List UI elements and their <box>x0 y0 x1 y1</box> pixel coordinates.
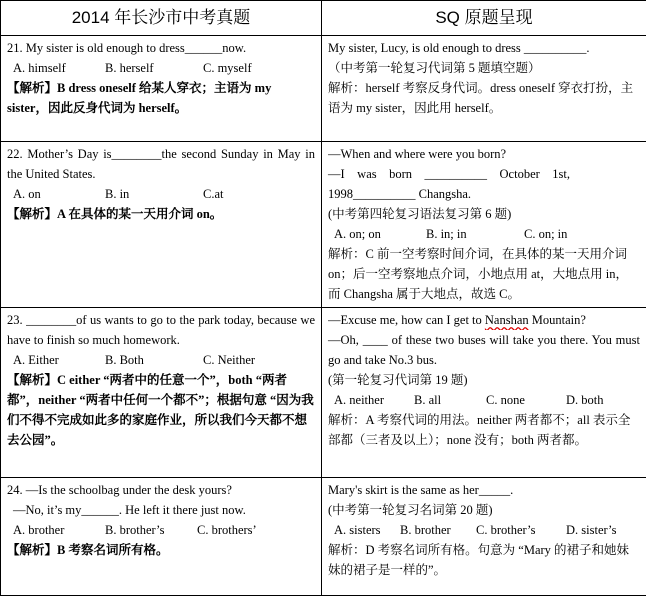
question-options <box>7 184 315 204</box>
sq-text: —Excuse me, how can I get to Nanshan Mountain? <box>328 310 640 330</box>
exam-question-cell <box>1 142 322 308</box>
header-row <box>1 1 646 36</box>
question-answer: 【解析】A 在具体的某一天用介词 on。 <box>7 204 315 224</box>
sq-source: (中考第一轮复习名词第 20 题) <box>328 500 640 520</box>
question-answer: 【解析】B dress oneself 给某人穿衣；主语为 my sister，因此反身代词为 herself。 <box>7 78 315 118</box>
sq-question-cell <box>322 478 646 596</box>
option: A. on <box>13 184 105 204</box>
option: D. both <box>566 390 604 410</box>
option: B. all <box>414 390 486 410</box>
sq-question-cell <box>322 308 646 478</box>
sq-text: —Oh, ____ of these two buses will take you there. You must go and take No.3 bus. <box>328 330 640 370</box>
option: B. brother <box>400 520 476 540</box>
sq-options <box>328 520 640 540</box>
option: A. himself <box>13 58 105 78</box>
question-answer: 【解析】C either “两者中的任意一个”，both “两者都”，neither “两者中任何一个都不”；根据句意 “因为我们不得不完成如此多的家庭作业，所以我们今天都不想去公园”。 <box>7 370 315 450</box>
option: C. on; in <box>524 224 567 244</box>
question-answer: 【解析】B 考察名词所有格。 <box>7 540 315 560</box>
sq-options <box>328 224 640 244</box>
option: B. in; in <box>426 224 524 244</box>
option: A. neither <box>334 390 414 410</box>
option: A. Either <box>13 350 105 370</box>
sq-answer: 解析：C 前一空考察时间介词，在具体的某一天用介词 on；后一空考察地点介词，小地点用 at，大地点用 in，而 Changsha 属于大地点，故选 C。 <box>328 244 640 304</box>
exam-question-cell <box>1 478 322 596</box>
table-row <box>1 308 646 478</box>
option: C. Neither <box>203 350 255 370</box>
question-text: 21. My sister is old enough to dress______now. <box>7 38 315 58</box>
sq-source: （中考第一轮复习代词第 5 题填空题） <box>328 58 640 78</box>
option: A. brother <box>13 520 105 540</box>
sq-question-cell <box>322 142 646 308</box>
header-right: SQ 原题呈现 <box>322 1 646 36</box>
option: A. on; on <box>334 224 426 244</box>
sq-answer: 解析：D 考察名词所有格。句意为 “Mary 的裙子和她妹妹的裙子是一样的”。 <box>328 540 640 580</box>
question-options <box>7 520 315 540</box>
sq-text: —I was born __________ October 1st, 1998__________ Changsha. <box>328 164 640 204</box>
question-text: —No, it’s my______. He left it there just now. <box>7 500 315 520</box>
exam-question-cell <box>1 36 322 142</box>
exam-question-cell <box>1 308 322 478</box>
option: A. sisters <box>334 520 400 540</box>
table-row <box>1 142 646 308</box>
sq-answer: 解析：A 考察代词的用法。neither 两者都不；all 表示全部都（三者及以上）；none 没有；both 两者都。 <box>328 410 640 450</box>
sq-answer: 解析：herself 考察反身代词。dress oneself 穿衣打扮，主语为 my sister，因此用 herself。 <box>328 78 640 118</box>
sq-source: (第一轮复习代词第 19 题) <box>328 370 640 390</box>
header-left: 2014 年长沙市中考真题 <box>1 1 322 36</box>
option: B. brother’s <box>105 520 197 540</box>
question-options <box>7 58 315 78</box>
option: B. Both <box>105 350 203 370</box>
option: C.at <box>203 184 223 204</box>
option: C. none <box>486 390 566 410</box>
question-text: 24. —Is the schoolbag under the desk yours? <box>7 480 315 500</box>
sq-options <box>328 390 640 410</box>
option: C. brother’s <box>476 520 566 540</box>
option: B. herself <box>105 58 203 78</box>
option: C. myself <box>203 58 252 78</box>
question-text: 22. Mother’s Day is________the second Sunday in May in the United States. <box>7 144 315 184</box>
sq-text: My sister, Lucy, is old enough to dress __________. <box>328 38 640 58</box>
table-row <box>1 36 646 142</box>
place-name: Nanshan <box>485 313 529 327</box>
option: C. brothers’ <box>197 520 257 540</box>
question-options <box>7 350 315 370</box>
sq-text: —When and where were you born? <box>328 144 640 164</box>
sq-question-cell <box>322 36 646 142</box>
question-text: 23. ________of us wants to go to the park today, because we have to finish so much homework. <box>7 310 315 350</box>
option: D. sister’s <box>566 520 616 540</box>
sq-source: (中考第四轮复习语法复习第 6 题) <box>328 204 640 224</box>
table-row <box>1 478 646 596</box>
sq-text: Mary's skirt is the same as her_____. <box>328 480 640 500</box>
option: B. in <box>105 184 203 204</box>
